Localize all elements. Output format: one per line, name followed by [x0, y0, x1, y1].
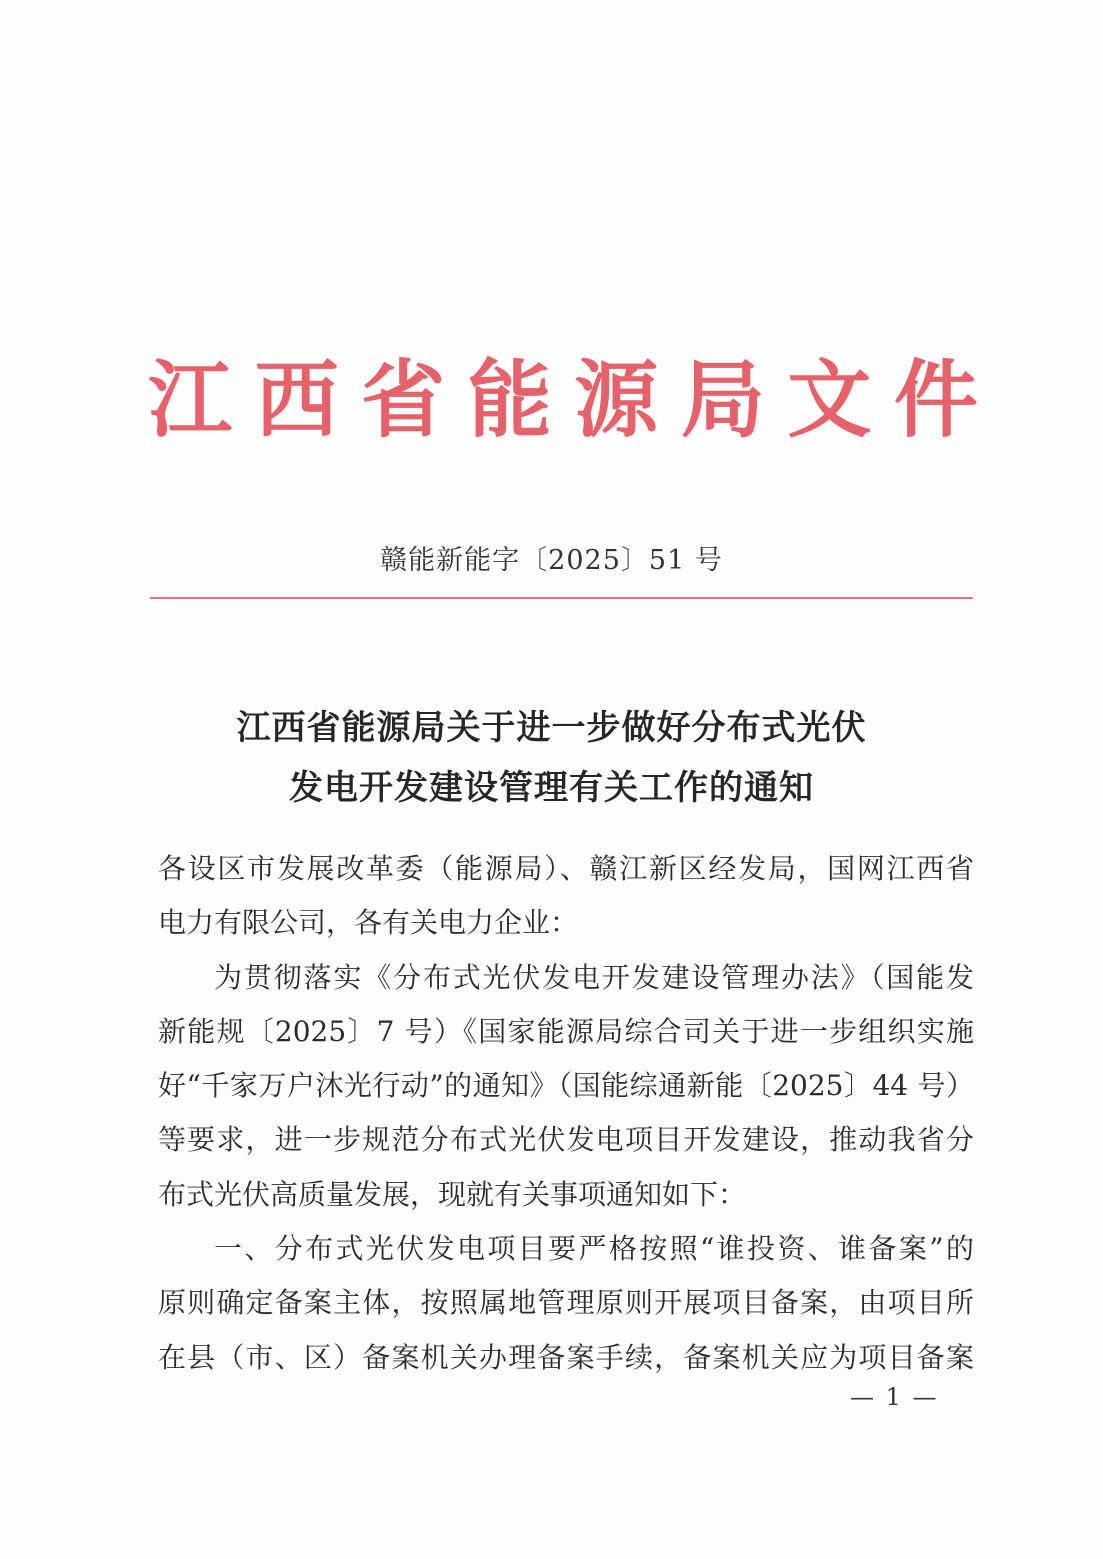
body-line: 原则确定备案主体，按照属地管理原则开展项目备案，由项目所: [158, 1286, 974, 1320]
body-line: 各设区市发展改革委（能源局）、赣江新区经发局，国网江西省: [158, 852, 974, 885]
body-line: 为贯彻落实《分布式光伏发电开发建设管理办法》（国能发: [214, 960, 974, 994]
header-title-char: 西: [254, 350, 339, 449]
header-title-char: 件: [893, 350, 978, 449]
header-title-char: 江: [148, 350, 233, 449]
header-divider: [150, 597, 973, 599]
body-line: 布式光伏高质量发展，现就有关事项通知如下：: [158, 1177, 747, 1211]
header-title-char: 局: [680, 350, 765, 449]
notice-title-line-2: 发电开发建设管理有关工作的通知: [289, 768, 814, 808]
document-number: 赣能新能字〔2025〕51 号: [380, 545, 723, 576]
document-header-title: [148, 340, 978, 460]
body-line: 一、分布式光伏发电项目要严格按照“谁投资、谁备案”的: [214, 1232, 974, 1266]
page-number: — 1 —: [850, 1383, 939, 1411]
body-line: 新能规〔2025〕7 号）《国家能源局综合司关于进一步组织实施: [158, 1014, 974, 1048]
notice-title-line-1: 江西省能源局关于进一步做好分布式光伏: [236, 708, 867, 748]
body-line: 在县（市、区）备案机关办理备案手续，备案机关应为项目备案: [158, 1340, 974, 1374]
header-title-char: 能: [467, 350, 552, 449]
notice-body: [158, 842, 974, 1385]
body-line: 等要求，进一步规范分布式光伏发电项目开发建设，推动我省分: [158, 1123, 974, 1157]
body-line: 好“千家万户沐光行动”的通知》（国能综通新能〔2025〕44 号）: [158, 1069, 974, 1103]
header-title-char: 文: [787, 350, 872, 449]
body-line: 电力有限公司，各有关电力企业：: [158, 906, 579, 940]
header-title-char: 源: [574, 350, 659, 449]
header-title-char: 省: [361, 350, 446, 449]
